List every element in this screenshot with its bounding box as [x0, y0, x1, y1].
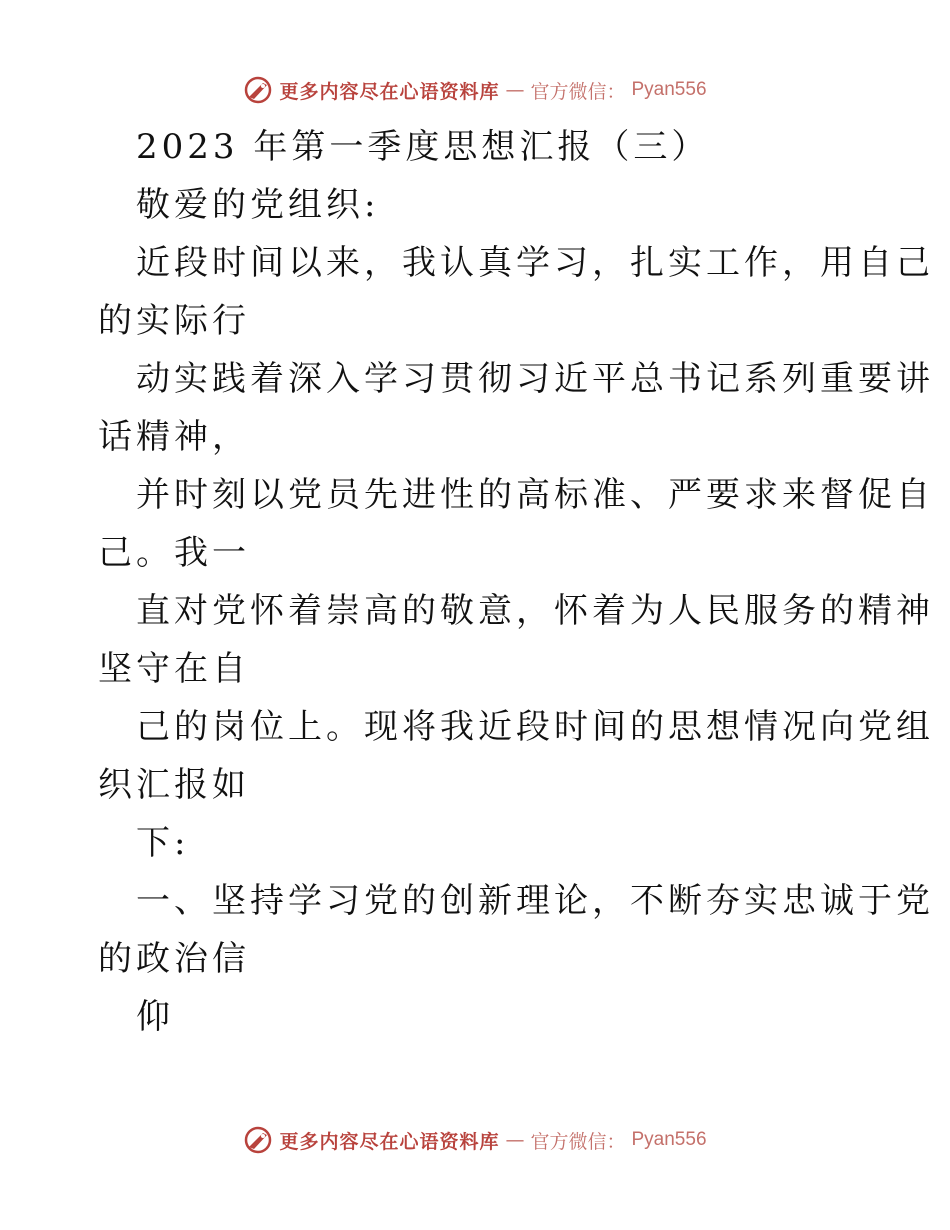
brand-text: 更多内容尽在心语资料库	[279, 1130, 500, 1153]
section-heading: 一、坚持学习党的创新理论，不断夯实忠诚于党	[136, 881, 934, 921]
header-banner	[0, 70, 950, 110]
paragraph-line: 直对党怀着崇高的敬意，怀着为人民服务的精神	[136, 591, 934, 631]
paragraph-line: 下:	[136, 823, 190, 863]
wechat-label: 官方微信：	[530, 1130, 626, 1153]
wechat-label: 官方微信：	[530, 80, 626, 103]
document-title: 2023 年第一季度思想汇报（三）	[136, 127, 710, 167]
paragraph-line: 动实践着深入学习贯彻习近平总书记系列重要讲	[136, 359, 934, 399]
paragraph-line: 近段时间以来，我认真学习，扎实工作，用自己	[136, 243, 934, 283]
footer-banner	[0, 1120, 950, 1160]
brand-text: 更多内容尽在心语资料库	[279, 80, 500, 103]
pen-logo-icon	[243, 75, 273, 105]
banner-separator: —	[505, 1129, 525, 1151]
banner-separator: —	[505, 79, 525, 101]
wechat-id: Pyan556	[631, 79, 707, 100]
paragraph-line: 织汇报如	[98, 765, 250, 805]
paragraph-line: 坚守在自	[98, 649, 250, 689]
wechat-id: Pyan556	[631, 1129, 707, 1150]
section-heading-line: 的政治信	[98, 939, 250, 979]
document-body	[98, 118, 934, 1046]
paragraph-line: 话精神，	[98, 417, 250, 457]
paragraph-line: 己的岗位上。现将我近段时间的思想情况向党组	[136, 707, 934, 747]
paragraph-line: 己。我一	[98, 533, 250, 573]
section-heading-line: 仰	[136, 997, 174, 1037]
paragraph-line: 并时刻以党员先进性的高标准、严要求来督促自	[136, 475, 934, 515]
pen-logo-icon	[243, 1125, 273, 1155]
salutation: 敬爱的党组织:	[136, 185, 380, 225]
paragraph-line: 的实际行	[98, 301, 250, 341]
